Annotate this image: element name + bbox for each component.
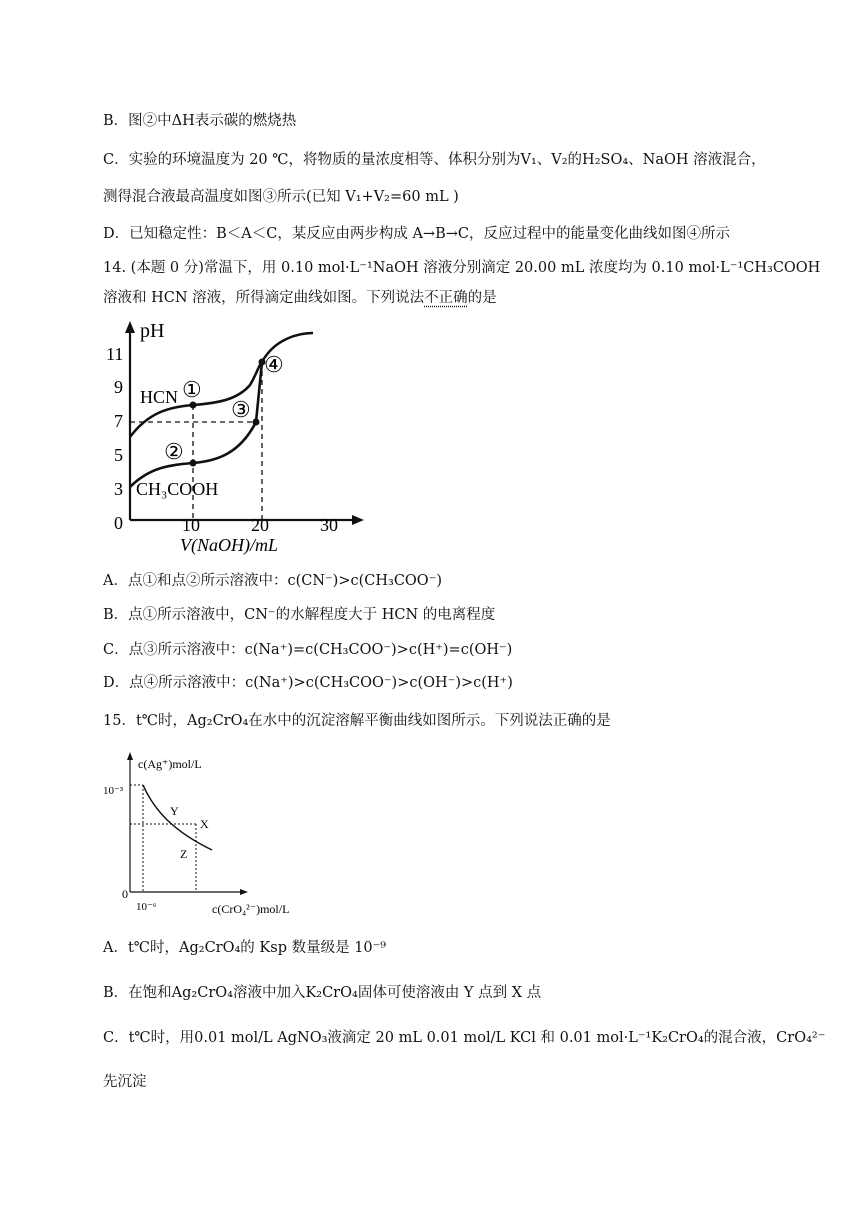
x-tick-20: 20 [251,515,269,535]
q14-stem-tail: 的是 [467,290,497,306]
point-3 [253,419,260,426]
q15-option-c-line2: 先沉淀 [103,1074,147,1090]
point-x-label: X [200,817,209,831]
titration-chart [100,315,370,560]
x-tick-1e-6: 10⁻⁶ [136,901,157,913]
y-tick-11: 11 [106,344,124,364]
q14-option-c: C．点③所示溶液中：c(Na⁺)=c(CH₃COO⁻)>c(H⁺)=c(OH⁻) [103,642,513,658]
point-4-label: ④ [264,352,284,377]
x-tick-30: 30 [320,515,338,535]
y-tick-1e-3: 10⁻³ [103,785,124,797]
q14-option-d: D．点④所示溶液中：c(Na⁺)>c(CH₃COO⁻)>c(OH⁻)>c(H⁺) [103,675,513,691]
x-axis-arrow [240,889,248,895]
point-2-label: ② [164,439,184,464]
point-1-label: ① [182,377,202,402]
y-axis-label: c(Ag⁺)mol/L [138,757,202,771]
y-tick-9: 9 [114,377,123,397]
q14-emphasis: 不正确 [424,290,468,306]
y-tick-3: 3 [114,479,123,499]
point-y-label: Y [170,804,179,818]
q14-option-a: A．点①和点②所示溶液中：c(CN⁻)>c(CH₃COO⁻) [103,573,443,589]
ch3cooh-label: CH₃COOH [136,479,219,499]
x-axis-label: c(CrO₄²⁻)mol/L [212,902,290,916]
q13-option-d: D．已知稳定性：B＜A＜C，某反应由两步构成 A→B→C，反应过程中的能量变化曲线如图④所示 [103,226,730,242]
y-axis-label: pH [140,320,165,342]
x-tick-0: 0 [114,513,123,533]
x-tick-10: 10 [182,515,200,535]
y-axis-arrow [127,752,133,760]
q15-option-b: B．在饱和Ag₂CrO₄溶液中加入K₂CrO₄固体可使溶液由 Y 点到 X 点 [103,985,542,1001]
x-axis-label: V(NaOH)/mL [180,535,278,555]
hcn-label: HCN [140,387,179,407]
x-axis-arrow [352,515,364,525]
q14-stem-line1: 14. (本题 0 分)常温下，用 0.10 mol·L⁻¹NaOH 溶液分别滴定 20.00 mL 浓度均为 0.10 mol·L⁻¹CH₃COOH [103,260,821,276]
q15-option-a: A．t℃时，Ag₂CrO₄的 Ksp 数量级是 10⁻⁹ [103,940,387,956]
q15-option-c-line1: C．t℃时，用0.01 mol/L AgNO₃液滴定 20 mL 0.01 mol/L KCl 和 0.01 mol·L⁻¹K₂CrO₄的混合液，CrO₄²⁻ [103,1030,826,1046]
q13-option-c-line1: C．实验的环境温度为 20 ℃，将物质的量浓度相等、体积分别为V₁、V₂的H₂SO₄、NaOH 溶液混合， [103,152,766,168]
point-z-label: Z [180,847,188,861]
y-tick-7: 7 [114,411,123,431]
q14-option-b: B．点①所示溶液中，CN⁻的水解程度大于 HCN 的电离程度 [103,607,496,623]
q14-stem-text: 溶液和 HCN 溶液，所得滴定曲线如图。下列说法 [103,290,425,306]
solubility-chart [100,752,320,922]
y-tick-5: 5 [114,445,123,465]
point-2 [190,460,197,467]
q14-stem-line2 [103,288,497,308]
q15-stem: 15．t℃时，Ag₂CrO₄在水中的沉淀溶解平衡曲线如图所示。下列说法正确的是 [103,713,611,729]
y-axis-arrow [125,321,135,333]
point-1 [190,402,197,409]
q13-option-b: B．图②中ΔH表示碳的燃烧热 [103,113,297,129]
origin-label: 0 [122,887,128,901]
q13-option-c-line2: 测得混合液最高温度如图③所示(已知 V₁+V₂=60 mL ) [103,189,459,205]
point-3-label: ③ [231,397,251,422]
